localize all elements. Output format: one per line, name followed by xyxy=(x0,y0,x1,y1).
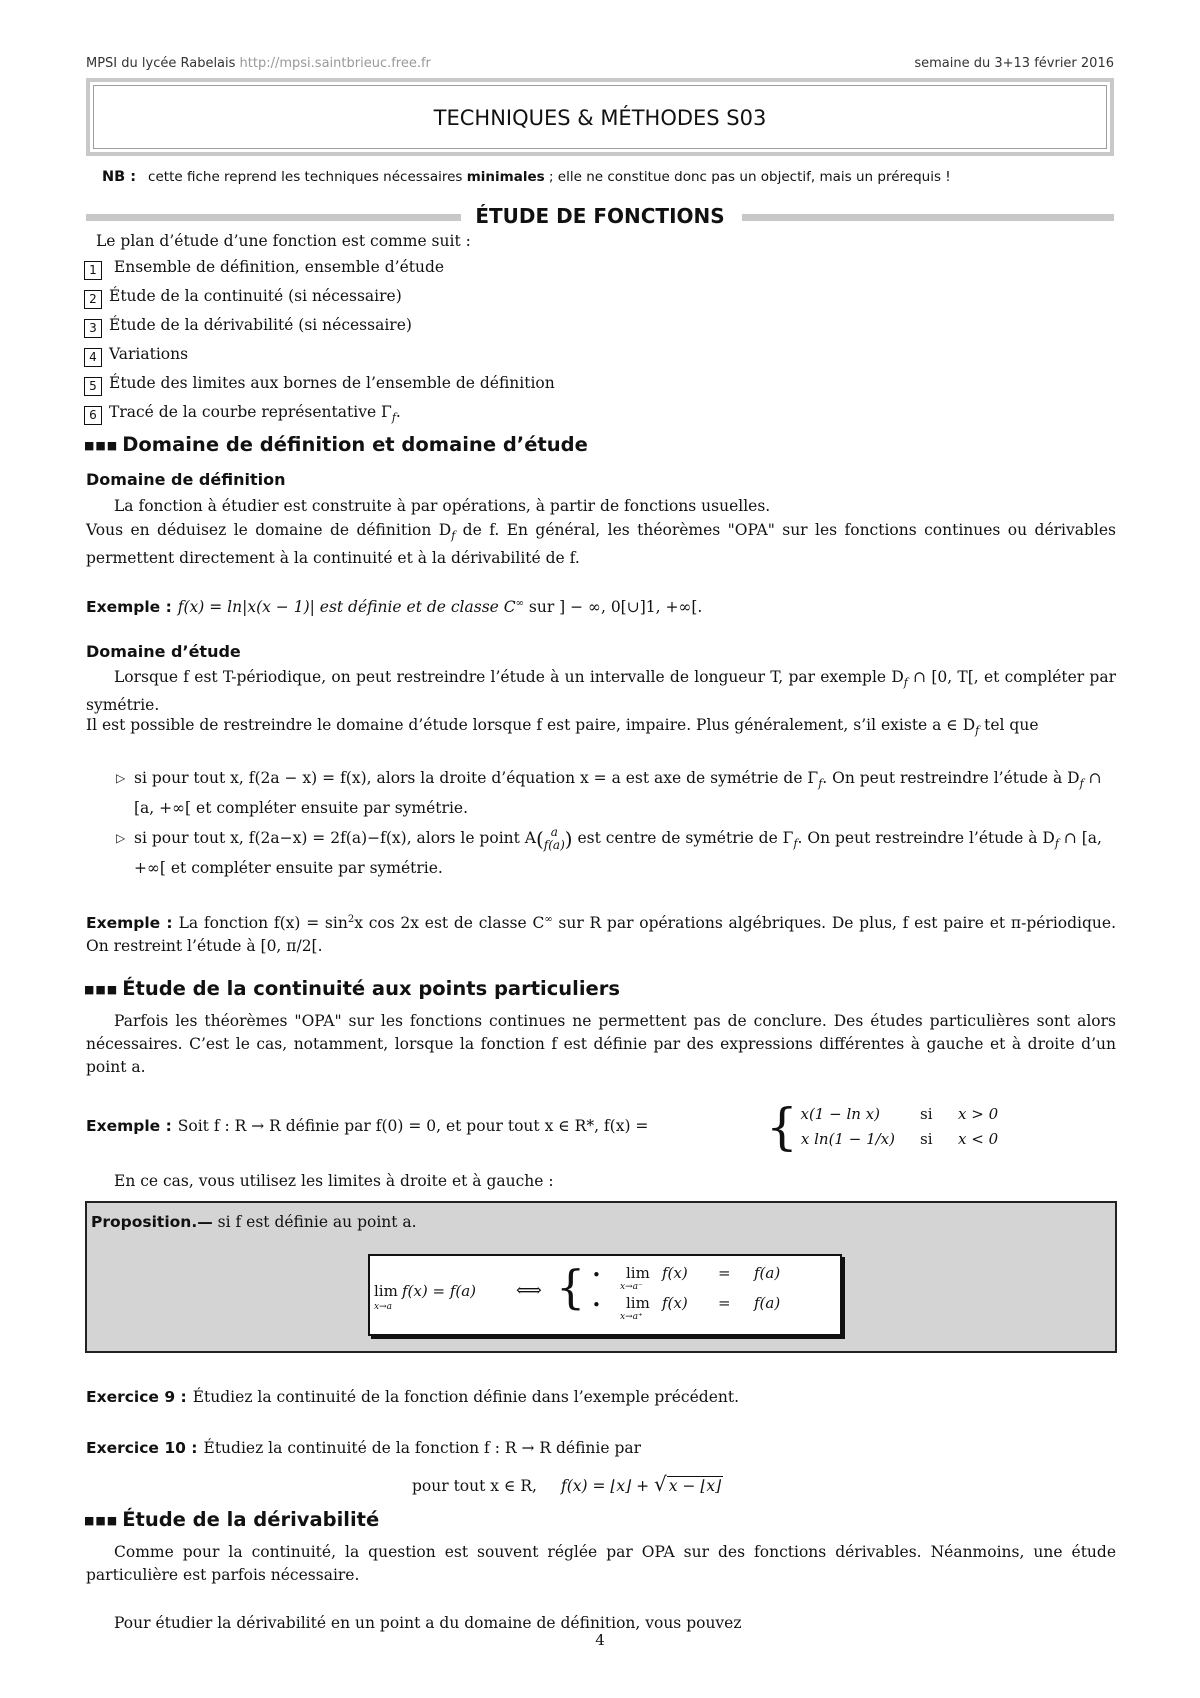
plan-number: 3 xyxy=(84,319,102,338)
heading-continuite xyxy=(84,977,620,1000)
row2-equals: = xyxy=(718,1294,731,1312)
proposition-box xyxy=(85,1201,1117,1353)
page-number: 4 xyxy=(595,1631,605,1649)
paragraph: Comme pour la continuité, la question est souvent réglée par OPA sur des fonctions dérivables. Néanmoins, une étude particulière est parfois nécessaire. xyxy=(86,1543,1116,1584)
row1-fx: f(x) xyxy=(662,1264,688,1282)
nb-note xyxy=(102,169,951,185)
section-rule-right xyxy=(742,214,1114,221)
plan-item xyxy=(84,316,412,338)
plan-item-end: . xyxy=(395,403,401,421)
paragraph: Il est possible de restreindre le domaine d’étude lorsque f est paire, impaire. Plus généralement, s’il existe a ∈ $D_f$ tel que xyxy=(86,716,1039,738)
example: Exemple : f(x) = ln|x(x − 1)| est définie et de classe C∞ sur ] − ∞, 0[∪]1, +∞[. xyxy=(86,598,703,617)
gamma-subscript: f xyxy=(391,411,396,425)
plan-label: Tracé de la courbe représentative Γ xyxy=(109,403,392,421)
row2-lim-subscript: x→a⁺ xyxy=(620,1312,643,1322)
lhs-lim-subscript: x→a xyxy=(374,1302,392,1312)
case2-expression: x ln(1 − 1/x) xyxy=(800,1130,895,1148)
heading-text: Étude de la continuité aux points particuliers xyxy=(122,977,620,1000)
heading-text: Domaine de définition et domaine d’étude xyxy=(122,433,588,456)
plan-item xyxy=(84,258,444,280)
vector-bottom: f(a) xyxy=(543,838,565,852)
exercise-10-formula: pour tout x ∈ R, f(x) = ⌊x⌋ + √ x − ⌊x⌋ xyxy=(412,1472,722,1496)
nb-text-bold: minimales xyxy=(466,169,545,185)
exercise-label: Exercice 9 : xyxy=(86,1388,187,1406)
site-url-link[interactable]: http://mpsi.saintbrieuc.free.fr xyxy=(239,56,431,71)
plan-intro: Le plan d’étude d’une fonction est comme suit : xyxy=(96,232,471,250)
plan-item xyxy=(84,374,555,396)
week-label: semaine du 3+13 février 2016 xyxy=(914,56,1114,71)
triangle-bullet-icon: ▷ xyxy=(116,771,126,785)
equivalence-symbol: ⟺ xyxy=(516,1280,542,1301)
exercise-10: Exercice 10 : Étudiez la continuité de la fonction f : R → R définie par xyxy=(86,1439,642,1457)
case1-expression: x(1 − ln x) xyxy=(800,1105,880,1123)
case2-si: si xyxy=(920,1130,933,1148)
title-box xyxy=(86,78,1114,156)
plan-item xyxy=(84,403,401,425)
plan-number: 1 xyxy=(84,261,102,280)
heading-domaine xyxy=(84,433,588,456)
school-name: MPSI du lycée Rabelais xyxy=(86,56,236,71)
paragraph: La fonction à étudier est construite à par opérations, à partir de fonctions usuelles. xyxy=(114,497,771,515)
plan-label: Étude de la continuité (si nécessaire) xyxy=(109,287,402,305)
paragraph: Parfois les théorèmes "OPA" sur les fonctions continues ne permettent pas de conclure. Des études particulières sont alors nécessaires. C’est le cas, notamment, lorsque la fonction f est définie par des expressions différentes à gauche et à droite d’un point a. xyxy=(86,1012,1116,1076)
row2-fx: f(x) xyxy=(662,1294,688,1312)
heading-bullet-icon: ■■■ xyxy=(84,1514,119,1527)
plan-item xyxy=(84,345,188,367)
paragraph: Pour étudier la dérivabilité en un point a du domaine de définition, vous pouvez xyxy=(114,1614,742,1632)
lhs-expression: f(x) = f(a) xyxy=(402,1282,477,1300)
section-title: ÉTUDE DE FONCTIONS xyxy=(475,204,725,228)
subheading-definition: Domaine de définition xyxy=(86,470,286,489)
row2-fa: f(a) xyxy=(754,1294,781,1312)
sqrt-icon: √ xyxy=(654,1472,667,1496)
row1-lim-subscript: x→a⁻ xyxy=(620,1282,643,1292)
proposition-brace: { xyxy=(556,1260,586,1314)
example: Exemple : La fonction $f(x) = \sin^2x$ cos 2x est de classe C∞ sur R par opérations algébriques. De plus, f est paire et π-périodique. On restreint l’étude à [0, π/2[. xyxy=(86,914,1116,956)
triangle-bullet-icon: ▷ xyxy=(116,831,126,845)
nb-label: NB : xyxy=(102,169,137,185)
subheading-etude: Domaine d’étude xyxy=(86,642,241,661)
plan-label: Étude de la dérivabilité (si nécessaire) xyxy=(109,316,412,334)
heading-bullet-icon: ■■■ xyxy=(84,983,119,996)
row1-equals: = xyxy=(718,1264,731,1282)
proposition-label: Proposition.— xyxy=(91,1213,213,1231)
exercise-9: Exercice 9 : Étudiez la continuité de la fonction définie dans l’exemple précédent. xyxy=(86,1388,740,1406)
case1-condition: x > 0 xyxy=(958,1105,999,1123)
plan-number: 6 xyxy=(84,406,102,425)
paragraph: En ce cas, vous utilisez les limites à droite et à gauche : xyxy=(114,1172,554,1190)
row1-fa: f(a) xyxy=(754,1264,781,1282)
nb-text-end: ; elle ne constitue donc pas un objectif, mais un prérequis ! xyxy=(544,169,951,185)
row1-bullet: • xyxy=(592,1266,601,1284)
case2-condition: x < 0 xyxy=(958,1130,999,1148)
list-item: ▷ si pour tout x, f(2a−x) = 2f(a)−f(x), alors le point A( a f(a) ) est centre de symétrie de $\Gamma_f$. On peut restreindre l’étude à $D_f$ ∩ [a, +∞[ et compléter ensuite par symétrie. xyxy=(116,825,1102,878)
row2-bullet: • xyxy=(592,1296,601,1314)
list-item: ▷ si pour tout x, f(2a − x) = f(x), alors la droite d’équation x = a est axe de symétrie de $\Gamma_f$. On peut restreindre l’étude à $D_f$ ∩ [a, +∞[ et compléter ensuite par symétrie. xyxy=(116,766,1114,820)
example-label: Exemple : xyxy=(86,598,172,617)
heading-text: Étude de la dérivabilité xyxy=(122,1508,380,1531)
paragraph: Lorsque f est T-périodique, on peut restreindre l’étude à un intervalle de longueur T, par exemple $D_f$ ∩ [0, T[, et compléter par symétrie. xyxy=(86,668,1116,715)
section-header xyxy=(86,204,1114,228)
row1-lim: lim xyxy=(626,1264,650,1282)
vector-top: a xyxy=(550,825,558,839)
example: Exemple : Soit f : R → R définie par f(0) = 0, et pour tout x ∈ R*, f(x) = xyxy=(86,1117,649,1135)
plan-item xyxy=(84,287,402,309)
plan-number: 2 xyxy=(84,290,102,309)
paragraph: Vous en déduisez le domaine de définition $D_f$ de f. En général, les théorèmes "OPA" sur les fonctions continues ou dérivables permettent directement à la continuité et à la dérivabilité de f. xyxy=(86,521,1116,568)
example-label: Exemple : xyxy=(86,1117,172,1135)
nb-text: cette fiche reprend les techniques nécessaires xyxy=(148,169,467,185)
plan-label: Ensemble de définition, ensemble d’étude xyxy=(109,258,445,276)
plan-number: 4 xyxy=(84,348,102,367)
proposition-text: Proposition.— si f est définie au point a. xyxy=(91,1213,417,1231)
plan-label: Étude des limites aux bornes de l’ensemble de définition xyxy=(109,374,555,392)
case1-si: si xyxy=(920,1105,933,1123)
lhs-lim: lim xyxy=(374,1282,398,1300)
header-left xyxy=(86,56,431,71)
page-title: TECHNIQUES & MÉTHODES S03 xyxy=(433,106,767,130)
cases-brace: { xyxy=(766,1098,798,1156)
heading-bullet-icon: ■■■ xyxy=(84,439,119,452)
proposition-formula-box xyxy=(368,1254,842,1336)
example-label: Exemple : xyxy=(86,914,173,933)
plan-number: 5 xyxy=(84,377,102,396)
heading-derivabilite xyxy=(84,1508,379,1531)
exercise-label: Exercice 10 : xyxy=(86,1439,198,1457)
plan-label: Variations xyxy=(109,345,189,363)
row2-lim: lim xyxy=(626,1294,650,1312)
